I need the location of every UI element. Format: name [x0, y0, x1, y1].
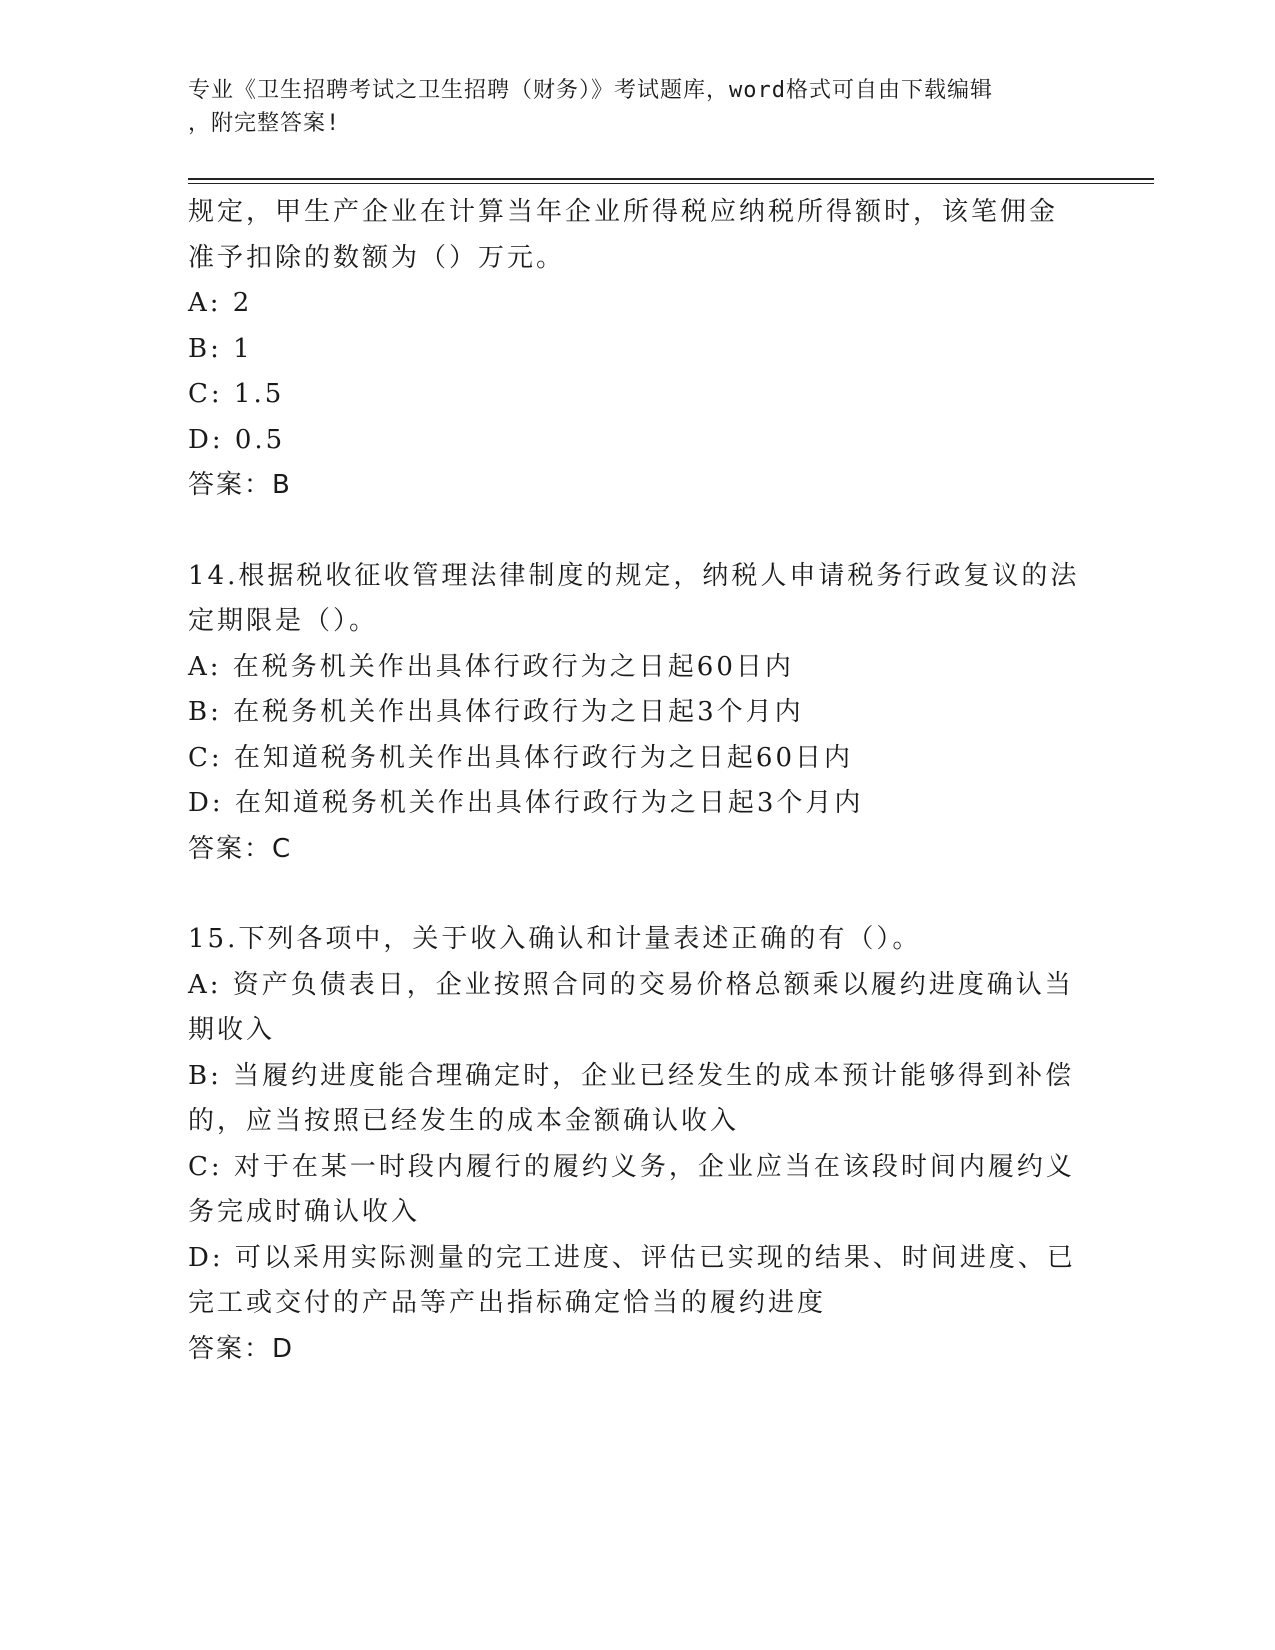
option-b: B: 在税务机关作出具体行政行为之日起3个月内: [188, 697, 804, 727]
question-stem: 准予扣除的数额为（）万元。: [188, 242, 566, 273]
question-15: [188, 917, 1088, 1372]
question-14: [188, 554, 1088, 873]
option-text: B: 当履约进度能合理确定时，企业已经发生的成本预计能够得到补偿: [188, 1060, 1075, 1091]
option-b: B: 1: [188, 333, 253, 364]
question-stem: 定期限是（）。: [188, 606, 379, 636]
option-text: D: 可以采用实际测量的完工进度、评估已实现的结果、时间进度、已: [188, 1242, 1076, 1273]
answer-label: 答案：D: [188, 1333, 295, 1364]
option-text: C: 对于在某一时段内履行的履约义务，企业应当在该段时间内履约义: [188, 1151, 1075, 1182]
option-a: [188, 963, 1088, 1054]
option-text: 的，应当按照已经发生的成本金额确认收入: [188, 1106, 740, 1136]
option-d: [188, 1236, 1088, 1327]
question-spacer: [188, 509, 1088, 554]
question-spacer: [188, 872, 1088, 917]
question-content: [188, 190, 1088, 1372]
header-divider-thin: [188, 183, 1154, 184]
question-stem: 14.根据税收征收管理法律制度的规定，纳税人申请税务行政复议的法: [188, 560, 1080, 591]
header-title-line1: 专业《卫生招聘考试之卫生招聘（财务）》考试题库，word格式可自由下载编辑: [188, 78, 993, 103]
answer-label: 答案：C: [188, 833, 293, 864]
option-text: A: 资产负债表日，企业按照合同的交易价格总额乘以履约进度确认当: [188, 969, 1074, 1000]
option-c: C: 在知道税务机关作出具体行政行为之日起60日内: [188, 742, 854, 773]
option-d: D: 0.5: [188, 424, 286, 455]
option-text: 务完成时确认收入: [188, 1197, 421, 1227]
document-header: [188, 74, 1068, 140]
option-c: [188, 1145, 1088, 1236]
header-title-line2: ，附完整答案!: [188, 111, 341, 136]
option-d: D: 在知道税务机关作出具体行政行为之日起3个月内: [188, 788, 864, 818]
header-divider-thick: [188, 178, 1154, 180]
question-stem: 规定，甲生产企业在计算当年企业所得税应纳税所得额时，该笔佣金: [188, 197, 1059, 227]
option-b: [188, 1054, 1088, 1145]
option-c: C: 1.5: [188, 379, 285, 409]
option-text: 完工或交付的产品等产出指标确定恰当的履约进度: [188, 1288, 827, 1318]
answer-label: 答案：B: [188, 470, 292, 500]
option-a: A: 在税务机关作出具体行政行为之日起60日内: [188, 651, 794, 682]
option-a: A: 2: [188, 288, 253, 318]
question-stem: 15.下列各项中，关于收入确认和计量表述正确的有（）。: [188, 924, 922, 954]
option-text: 期收入: [188, 1015, 276, 1045]
question-13: [188, 190, 1088, 509]
